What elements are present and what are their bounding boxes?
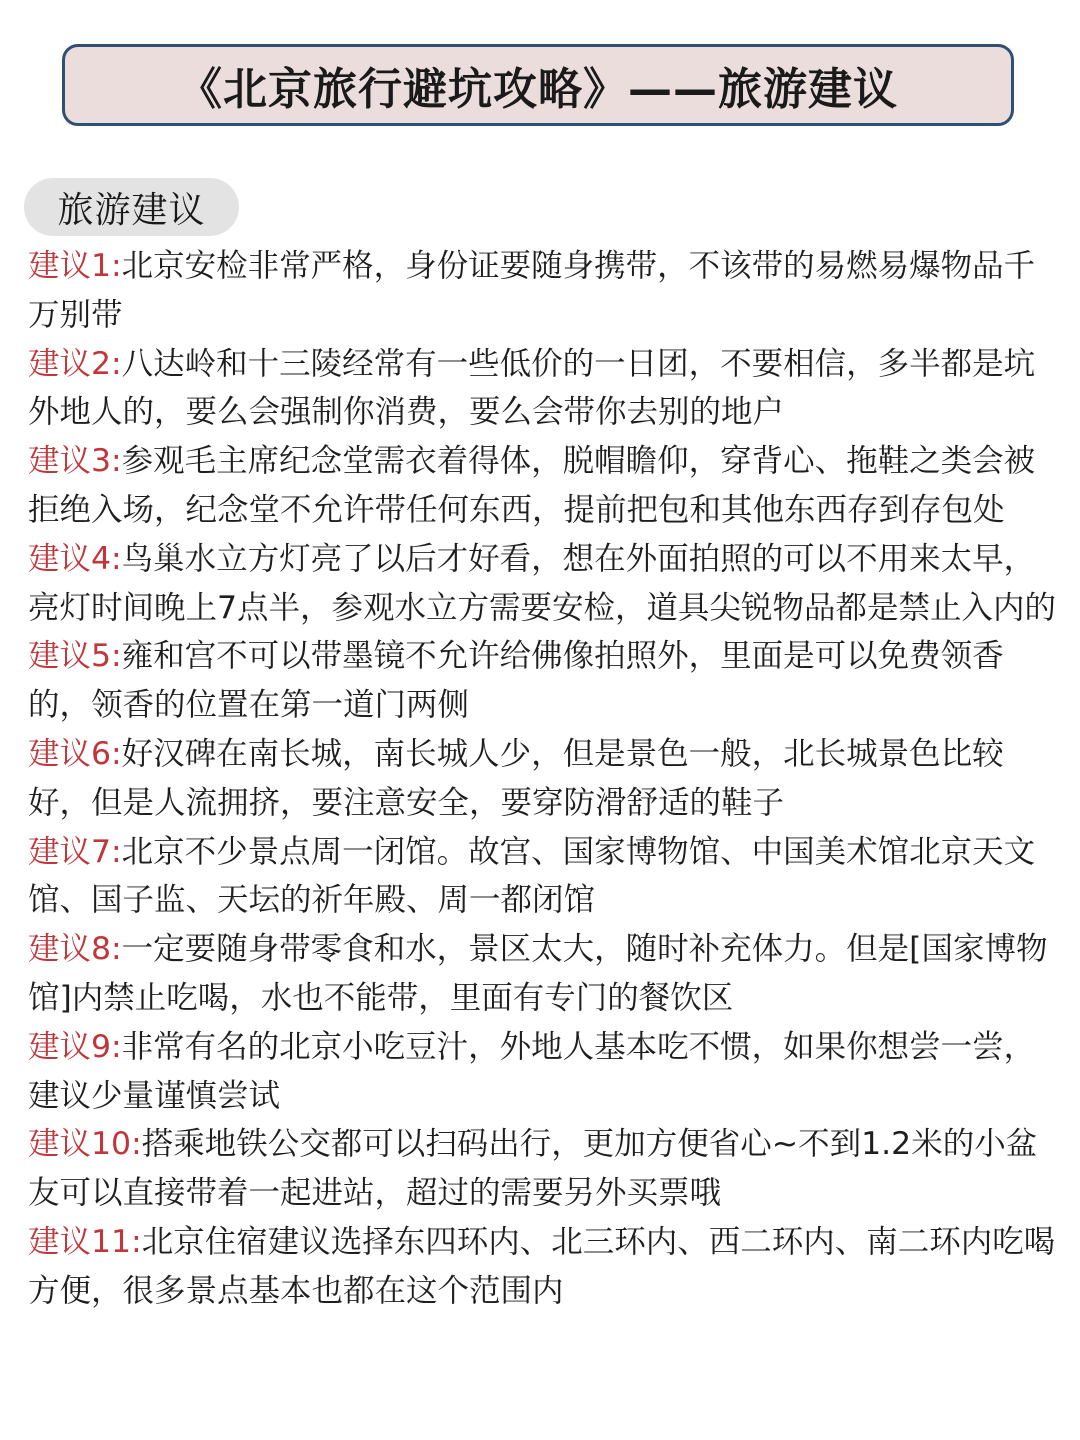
tip-label: 建议9: [28, 1028, 122, 1065]
tip-text: 一定要随身带零食和水，景区太大，随时补充体力。但是[国家博物馆]内禁止吃喝，水也不能带，里面有专门的餐饮区 [28, 931, 1048, 1016]
tip-text: 北京住宿建议选择东四环内、北三环内、西二环内、南二环内吃喝方便，很多景点基本也都在这个范围内 [28, 1223, 1056, 1309]
tip-label: 建议10: [28, 1126, 142, 1163]
tip-label: 建议1: [28, 248, 122, 284]
tip-item [28, 1023, 1058, 1121]
tip-label: 建议11: [28, 1223, 142, 1260]
tip-label: 建议4: [28, 540, 122, 577]
tip-item [28, 1120, 1058, 1218]
tip-item [28, 242, 1058, 340]
tip-item [28, 340, 1058, 438]
tips-list [28, 242, 1058, 1316]
tip-label: 建议6: [28, 735, 122, 772]
tip-text: 搭乘地铁公交都可以扫码出行，更加方便省心~不到1.2米的小盆友可以直接带着一起进站，超过的需要另外买票哦 [28, 1126, 1038, 1212]
page-title: 《北京旅行避坑攻略》——旅游建议 [178, 64, 898, 115]
tip-item [28, 437, 1058, 535]
tip-item [28, 535, 1058, 633]
tip-item [28, 632, 1058, 730]
section-heading: 旅游建议 [57, 189, 206, 231]
tip-text: 八达岭和十三陵经常有一些低价的一日团，不要相信，多半都是坑外地人的，要么会强制你消费，要么会带你去别的地户 [28, 345, 1036, 431]
title-banner [62, 44, 1014, 126]
tip-label: 建议8: [28, 931, 122, 968]
tip-item [28, 925, 1058, 1023]
tip-label: 建议3: [28, 443, 122, 480]
tip-label: 建议5: [28, 638, 122, 675]
tip-text: 鸟巢水立方灯亮了以后才好看，想在外面拍照的可以不用来太早，亮灯时间晚上7点半，参观水立方需要安检，道具尖锐物品都是禁止入内的 [28, 540, 1057, 626]
section-heading-pill [24, 178, 239, 236]
tip-label: 建议7: [28, 833, 122, 870]
tip-item [28, 1218, 1058, 1316]
tip-label: 建议2: [28, 345, 122, 382]
tip-text: 参观毛主席纪念堂需衣着得体，脱帽瞻仰，穿背心、拖鞋之类会被拒绝入场，纪念堂不允许带任何东西，提前把包和其他东西存到存包处 [28, 443, 1036, 528]
tip-text: 非常有名的北京小吃豆汁，外地人基本吃不惯，如果你想尝一尝，建议少量谨慎尝试 [28, 1028, 1036, 1114]
tip-text: 雍和宫不可以带墨镜不允许给佛像拍照外，里面是可以免费领香的，领香的位置在第一道门两侧 [28, 638, 1004, 724]
tip-text: 北京不少景点周一闭馆。故宫、国家博物馆、中国美术馆北京天文馆、国子监、天坛的祈年殿、周一都闭馆 [28, 833, 1036, 919]
tip-text: 好汉碑在南长城，南长城人少，但是景色一般，北长城景色比较好，但是人流拥挤，要注意安全，要穿防滑舒适的鞋子 [28, 735, 1004, 821]
tip-item [28, 828, 1058, 926]
tip-text: 北京安检非常严格，身份证要随身携带，不该带的易燃易爆物品千万别带 [28, 248, 1036, 333]
tip-item [28, 730, 1058, 828]
